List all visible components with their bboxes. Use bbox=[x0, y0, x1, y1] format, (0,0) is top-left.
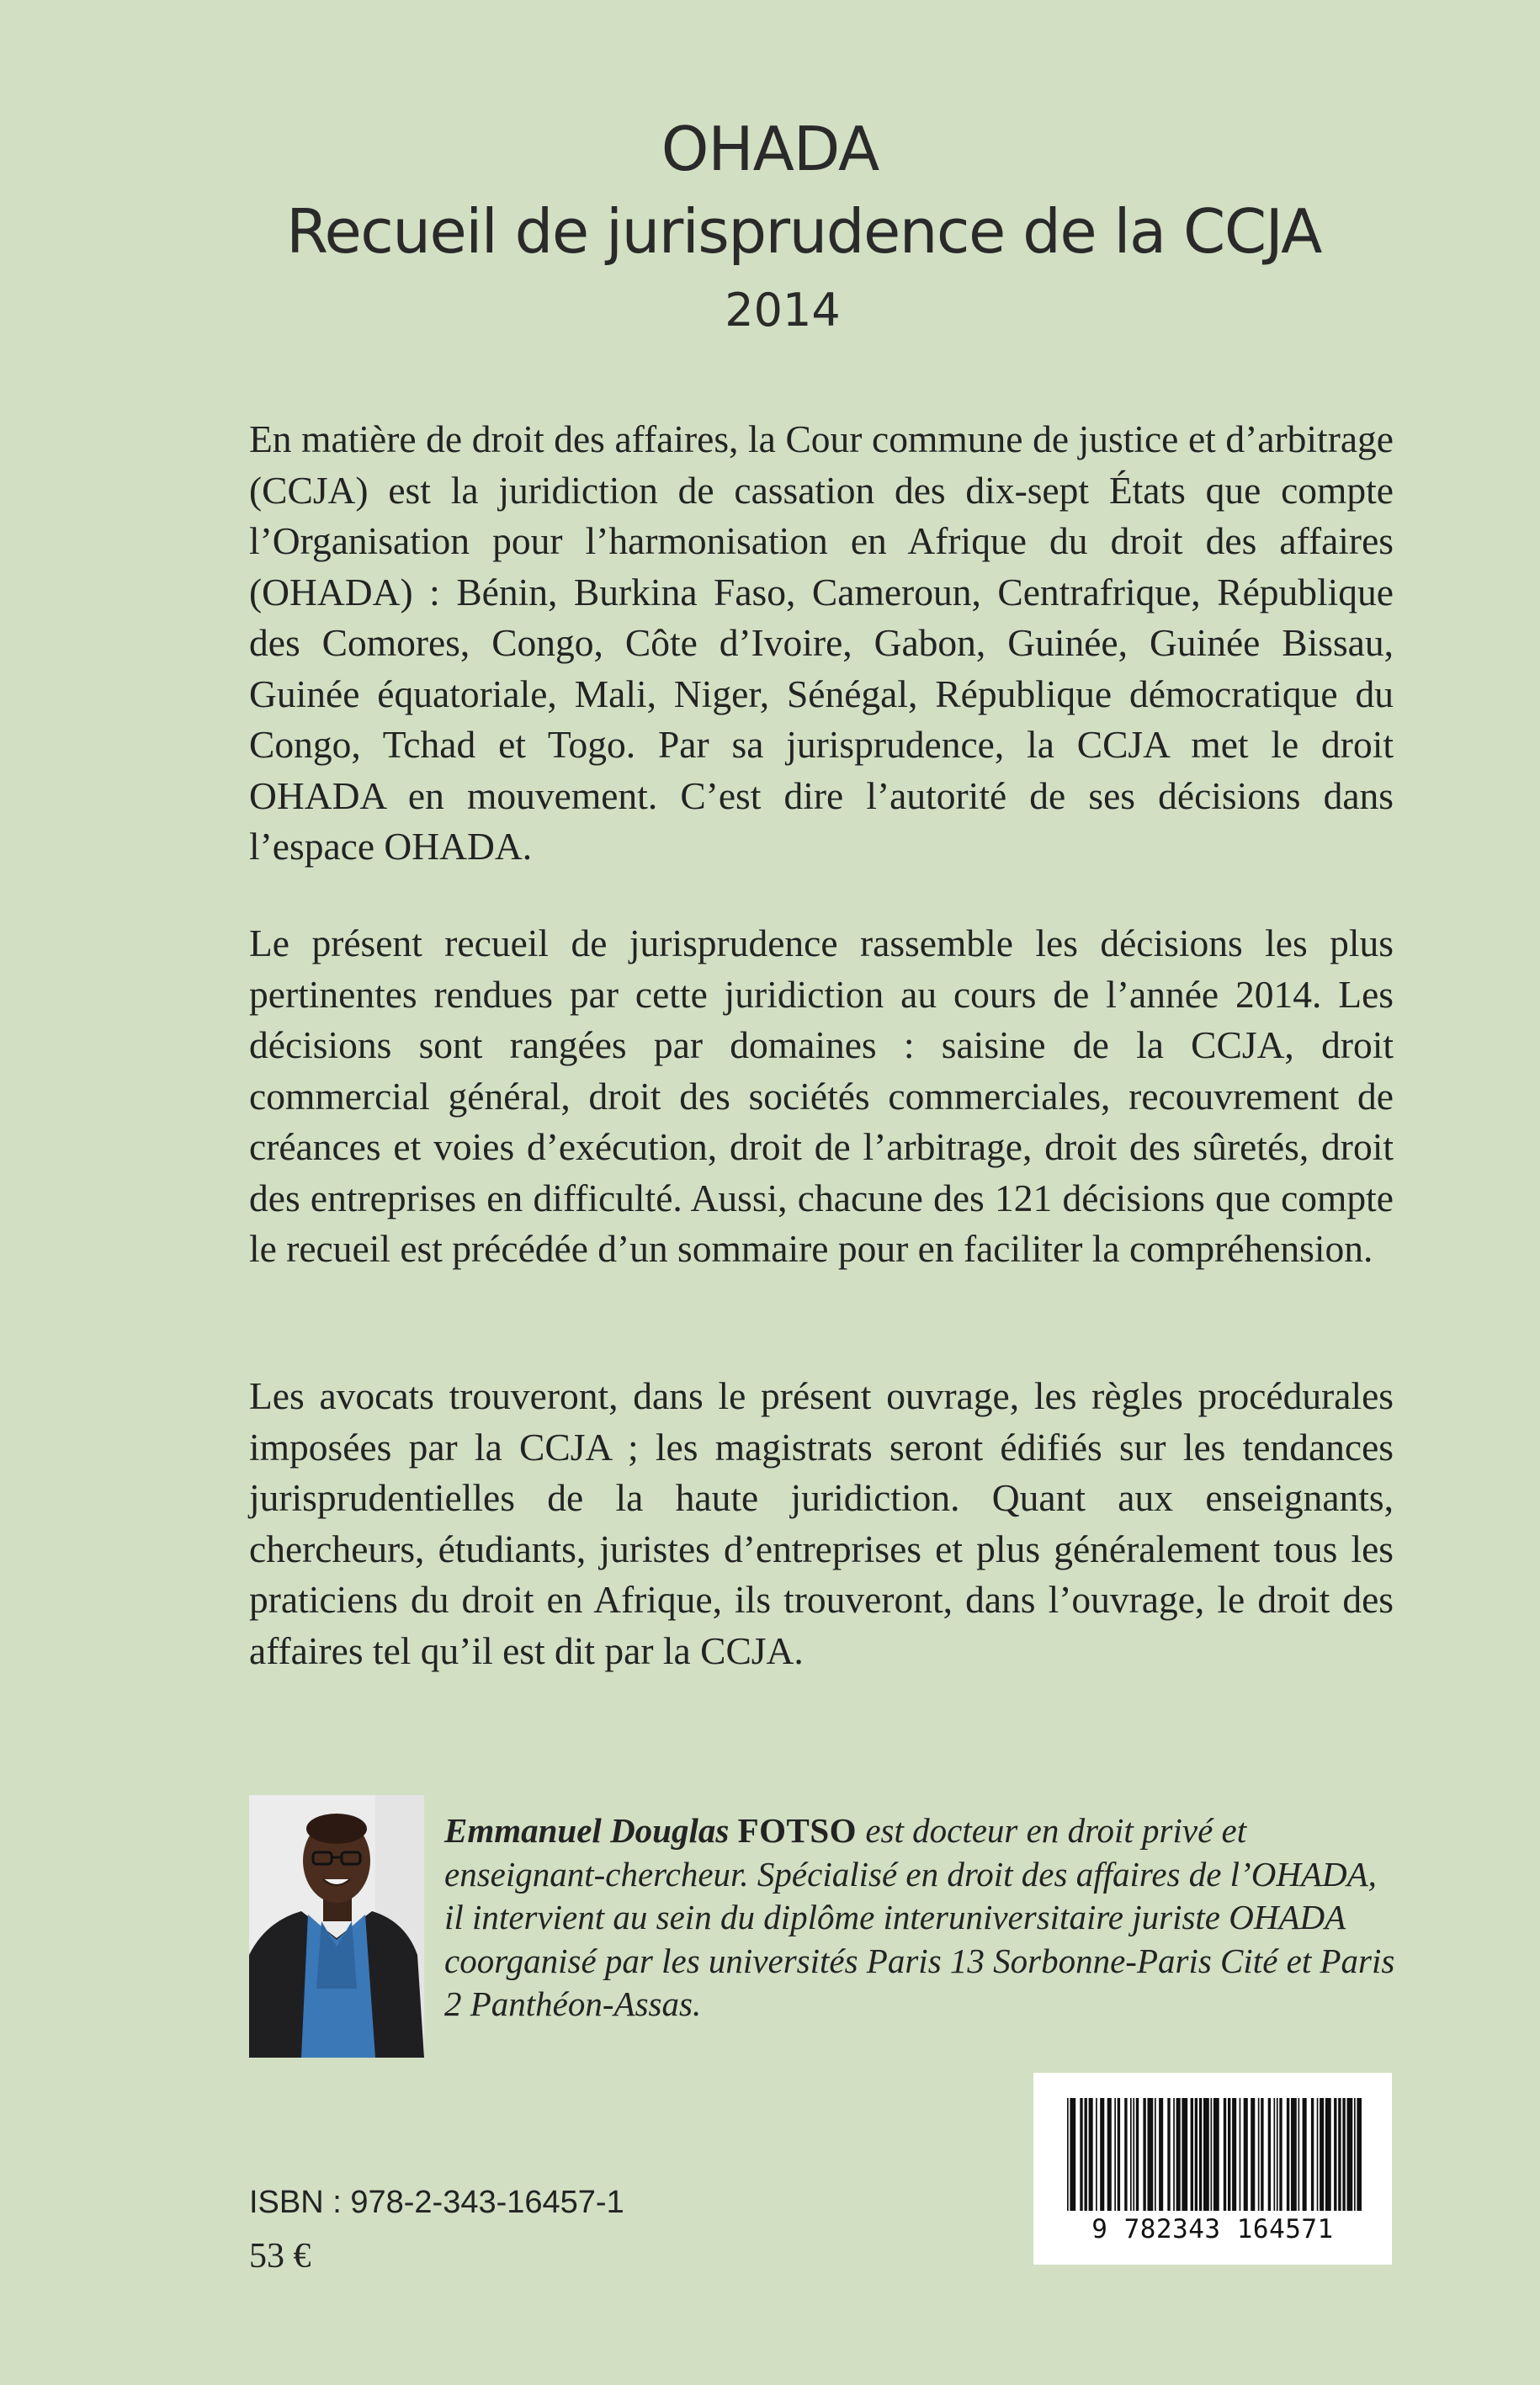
barcode-bar bbox=[1224, 2098, 1226, 2211]
barcode-bar bbox=[1173, 2098, 1175, 2211]
description-paragraph-1: En matière de droit des affaires, la Cour commune de justice et d’arbitrage (CCJA) est la juridiction de cassation des dix-sept États que compte l’Organisation pour l’harmonisation en Afrique du droit des affaires (OHADA) : Bénin, Burkina Faso, Cameroun, Centrafrique, République des Comores, Congo, Côte d’Ivoire, Gabon, Guinée, Guinée Bissau, Guinée équatoriale, Mali, Niger, Sénégal, République démocratique du Congo, Tchad et Togo. Par sa jurisprudence, la CCJA met le droit OHADA en mouvement. C’est dire l’autorité de ses décisions dans l’espace OHADA. bbox=[249, 417, 1394, 868]
barcode-bar bbox=[1228, 2098, 1230, 2211]
barcode-bar bbox=[1159, 2098, 1163, 2211]
author-bio-text: est docteur en droit privé et enseignant-chercheur. Spécialisé en droit des affaires de l’OHADA, il intervient au sein du diplôme interuniversitaire juriste OHADA coorganisé par les universités Paris 13 Sorbonne-Paris Cité et Paris 2 Panthéon-Assas. bbox=[444, 1811, 1395, 2023]
barcode-bar bbox=[1155, 2098, 1156, 2211]
title-recueil: Recueil de jurisprudence de la CCJA bbox=[286, 196, 1321, 267]
author-name-last: FOTSO bbox=[737, 1811, 858, 1850]
barcode-bar bbox=[1191, 2098, 1193, 2211]
barcode-bar bbox=[1338, 2098, 1341, 2211]
book-title bbox=[0, 108, 1540, 348]
barcode-bar bbox=[1136, 2098, 1139, 2211]
barcode-bar bbox=[1124, 2098, 1127, 2211]
barcode-bar bbox=[1067, 2098, 1069, 2211]
barcode-bar bbox=[1277, 2098, 1278, 2211]
barcode bbox=[1033, 2073, 1392, 2265]
barcode-digits: 9 782343 164571 bbox=[1091, 2214, 1334, 2244]
barcode-bar bbox=[1100, 2098, 1104, 2211]
barcode-bar bbox=[1133, 2098, 1134, 2211]
barcode-bar bbox=[1089, 2098, 1093, 2211]
barcode-bar bbox=[1211, 2098, 1213, 2211]
barcode-bar bbox=[1240, 2098, 1241, 2211]
barcode-bar bbox=[1203, 2098, 1209, 2211]
author-name-first: Emmanuel Douglas bbox=[444, 1811, 738, 1850]
barcode-bar bbox=[1298, 2098, 1300, 2211]
barcode-bar bbox=[1357, 2098, 1362, 2211]
barcode-bar bbox=[1213, 2098, 1219, 2211]
barcode-bar bbox=[1114, 2098, 1116, 2211]
barcode-bar bbox=[1118, 2098, 1120, 2211]
author-bio bbox=[444, 1809, 1395, 2026]
barcode-bar bbox=[1232, 2098, 1236, 2211]
barcode-bar bbox=[1291, 2098, 1297, 2211]
barcode-bar bbox=[1354, 2098, 1356, 2211]
barcode-bar bbox=[1347, 2098, 1353, 2211]
barcode-bar bbox=[1096, 2098, 1097, 2211]
barcode-bar bbox=[1342, 2098, 1345, 2211]
barcode-bar bbox=[1176, 2098, 1181, 2211]
barcode-bar bbox=[1244, 2098, 1248, 2211]
isbn: ISBN : 978-2-343-16457-1 bbox=[249, 2185, 624, 2220]
barcode-bar bbox=[1085, 2098, 1087, 2211]
barcode-bar bbox=[1261, 2098, 1263, 2211]
barcode-bar bbox=[1070, 2098, 1075, 2211]
barcode-bar bbox=[1258, 2098, 1260, 2211]
barcode-bar bbox=[1268, 2098, 1271, 2211]
barcode-bar bbox=[1251, 2098, 1255, 2211]
author-portrait-image bbox=[249, 1795, 424, 2058]
barcode-bar bbox=[1274, 2098, 1276, 2211]
barcode-bar bbox=[1325, 2098, 1331, 2211]
price: 53 € bbox=[249, 2237, 311, 2276]
barcode-bar bbox=[1311, 2098, 1314, 2211]
description-paragraph-3: Les avocats trouveront, dans le présent ouvrage, les règles procédurales imposées par la CCJA ; les magistrats seront édifiés sur les tendances jurisprudentielles de la haute juridiction. Quant aux enseignants, chercheurs, étudiants, juristes d’entreprises et plus généralement tous les praticiens du droit en Afrique, ils trouveront, dans l’ouvrage, le droit des affaires tel qu’il est dit par la CCJA. bbox=[249, 1374, 1394, 1672]
barcode-bar bbox=[1195, 2098, 1197, 2211]
barcode-bar bbox=[1182, 2098, 1187, 2211]
barcode-bar bbox=[1287, 2098, 1289, 2211]
barcode-bar bbox=[1167, 2098, 1170, 2211]
barcode-bar bbox=[1080, 2098, 1082, 2211]
barcode-bar bbox=[1334, 2098, 1336, 2211]
description-paragraph-2: Le présent recueil de jurisprudence rassemble les décisions les plus pertinentes rendues par cette juridiction au cours de l’année 2014. Les décisions sont rangées par domaines : saisine de la CCJA, droit commercial général, droit des sociétés commerciales, recouvrement de créances et voies d’exécution, droit de l’arbitrage, droit des sûretés, droit des entreprises en difficulté. Aussi, chacune des 121 décisions que compte le recueil est précédée d’un sommaire pour en faciliter la compréhension. bbox=[249, 922, 1394, 1270]
barcode-bar bbox=[1279, 2098, 1282, 2211]
barcode-bar bbox=[1199, 2098, 1202, 2211]
barcode-bar bbox=[1320, 2098, 1324, 2211]
title-year: 2014 bbox=[725, 284, 841, 337]
barcode-bars bbox=[1064, 2098, 1362, 2216]
barcode-bar bbox=[1148, 2098, 1154, 2211]
author-photo bbox=[249, 1795, 424, 2058]
barcode-bar bbox=[1303, 2098, 1307, 2211]
barcode-bar bbox=[1317, 2098, 1319, 2211]
barcode-bar bbox=[1107, 2098, 1112, 2211]
barcode-bar bbox=[1130, 2098, 1132, 2211]
title-ohada: OHADA bbox=[661, 114, 879, 184]
barcode-bar bbox=[1143, 2098, 1145, 2211]
